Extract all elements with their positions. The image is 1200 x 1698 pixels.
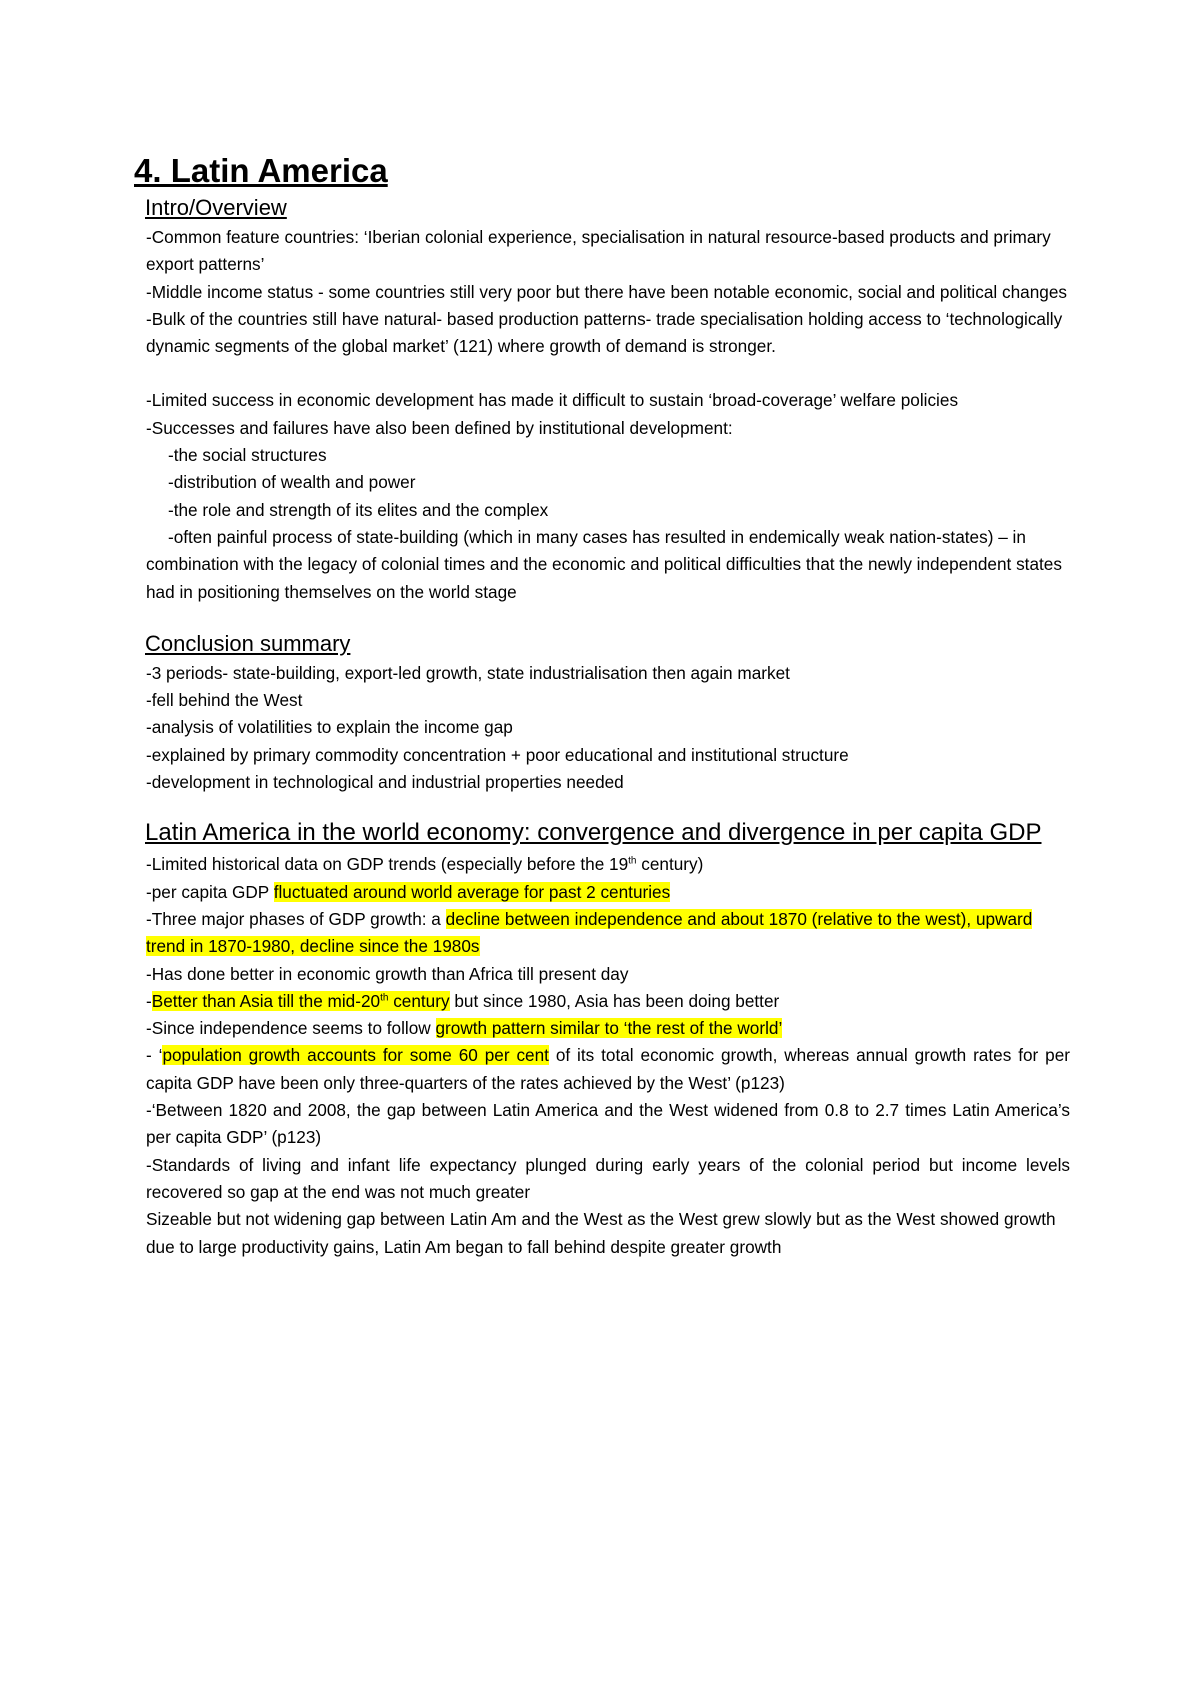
world-economy-line: Sizeable but not widening gap between Latin Am and the West as the West grew slowly but as the West showed growth due to large productivity gains, Latin Am began to fall behind despite greater growth bbox=[146, 1209, 1056, 1257]
intro-sub-item: -the social structures bbox=[168, 445, 327, 466]
line-text: - bbox=[146, 990, 152, 1011]
highlighted-text-part: Better than Asia till the mid-20 bbox=[151, 990, 381, 1011]
highlighted-text: fluctuated around world average for past 2 centuries bbox=[273, 881, 671, 902]
line-text: -Limited historical data on GDP trends (especially before the 19 bbox=[146, 854, 629, 875]
conclusion-line: -fell behind the West bbox=[146, 690, 303, 711]
spacer bbox=[146, 360, 1070, 387]
line-text: century) bbox=[636, 854, 704, 875]
intro-heading: Intro/Overview bbox=[145, 195, 287, 220]
world-economy-heading: Latin America in the world economy: convergence and divergence in per capita GDP bbox=[145, 819, 1042, 847]
intro-sub-item: -distribution of wealth and power bbox=[168, 472, 416, 493]
conclusion-line: -3 periods- state-building, export-led growth, state industrialisation then again market bbox=[146, 662, 790, 683]
conclusion-line: -analysis of volatilities to explain the income gap bbox=[146, 717, 513, 738]
world-economy-line: -Has done better in economic growth than Africa till present day bbox=[146, 963, 629, 984]
world-economy-line bbox=[146, 988, 1070, 1015]
highlighted-text: growth pattern similar to ‘the rest of the world’ bbox=[435, 1018, 783, 1039]
highlighted-text: population growth accounts for some 60 per cent bbox=[162, 1045, 549, 1066]
world-economy-line bbox=[146, 1042, 1070, 1097]
intro-last-item-text: -often painful process of state-building (which in many cases has resulted in endemically weak nation-states) – in combination with the legacy of colonial times and the economic and political difficulties that the newly independent states had in positioning themselves on the world stage bbox=[146, 526, 1062, 602]
world-economy-line bbox=[146, 1015, 1070, 1042]
world-economy-line bbox=[146, 851, 1070, 878]
intro-section bbox=[146, 194, 1070, 606]
world-economy-line bbox=[146, 906, 1070, 961]
world-economy-line bbox=[146, 879, 1070, 906]
conclusion-line: -explained by primary commodity concentration + poor educational and institutional structure bbox=[146, 744, 849, 765]
intro-last-item bbox=[146, 524, 1070, 606]
spacer bbox=[146, 606, 1070, 630]
superscript: th bbox=[380, 992, 389, 1004]
line-text: of its total economic growth, whereas annual growth rates for per capita GDP have been only three-quarters of the rates achieved by the West’ (p123) bbox=[146, 1045, 1070, 1093]
line-text: - ‘ bbox=[146, 1045, 163, 1066]
intro-line: -Middle income status - some countries still very poor but there have been notable economic, social and political changes bbox=[146, 281, 1067, 302]
intro-line: -Common feature countries: ‘Iberian colonial experience, specialisation in natural resource-based products and primary export patterns’ bbox=[146, 227, 1051, 275]
highlighted-text bbox=[152, 991, 450, 1011]
conclusion-heading: Conclusion summary bbox=[145, 630, 351, 656]
intro-line: -Successes and failures have also been defined by institutional development: bbox=[146, 417, 733, 438]
conclusion-line: -development in technological and industrial properties needed bbox=[146, 772, 624, 793]
highlighted-text-part: century bbox=[388, 990, 450, 1011]
intro-line: -Limited success in economic development has made it difficult to sustain ‘broad-coverage’ welfare policies bbox=[146, 390, 959, 411]
intro-sub-item: -the role and strength of its elites and the complex bbox=[168, 499, 549, 520]
intro-line: -Bulk of the countries still have natural- based production patterns- trade specialisation holding access to ‘technologically dynamic segments of the global market’ (121) where growth of demand is stronger. bbox=[146, 308, 1063, 357]
line-text: -per capita GDP bbox=[146, 881, 274, 902]
world-economy-line: -‘Between 1820 and 2008, the gap between Latin America and the West widened from 0.8 to 2.7 times Latin America’s per capita GDP’ (p123) bbox=[146, 1100, 1070, 1148]
line-text: but since 1980, Asia has been doing better bbox=[449, 990, 780, 1011]
world-economy-line: -Standards of living and infant life expectancy plunged during early years of the colonial period but income levels recovered so gap at the end was not much greater bbox=[146, 1154, 1070, 1202]
line-text: -Since independence seems to follow bbox=[146, 1018, 436, 1039]
highlighted-text: decline between independence and about 1870 (relative to the west), upward trend in 1870-1980, decline since the 1980s bbox=[146, 908, 1033, 957]
line-text: -Three major phases of GDP growth: a bbox=[146, 908, 446, 929]
world-economy-section bbox=[146, 816, 1070, 1260]
superscript: th bbox=[628, 855, 637, 867]
page-title: 4. Latin America bbox=[134, 152, 388, 189]
conclusion-section bbox=[146, 630, 1070, 796]
